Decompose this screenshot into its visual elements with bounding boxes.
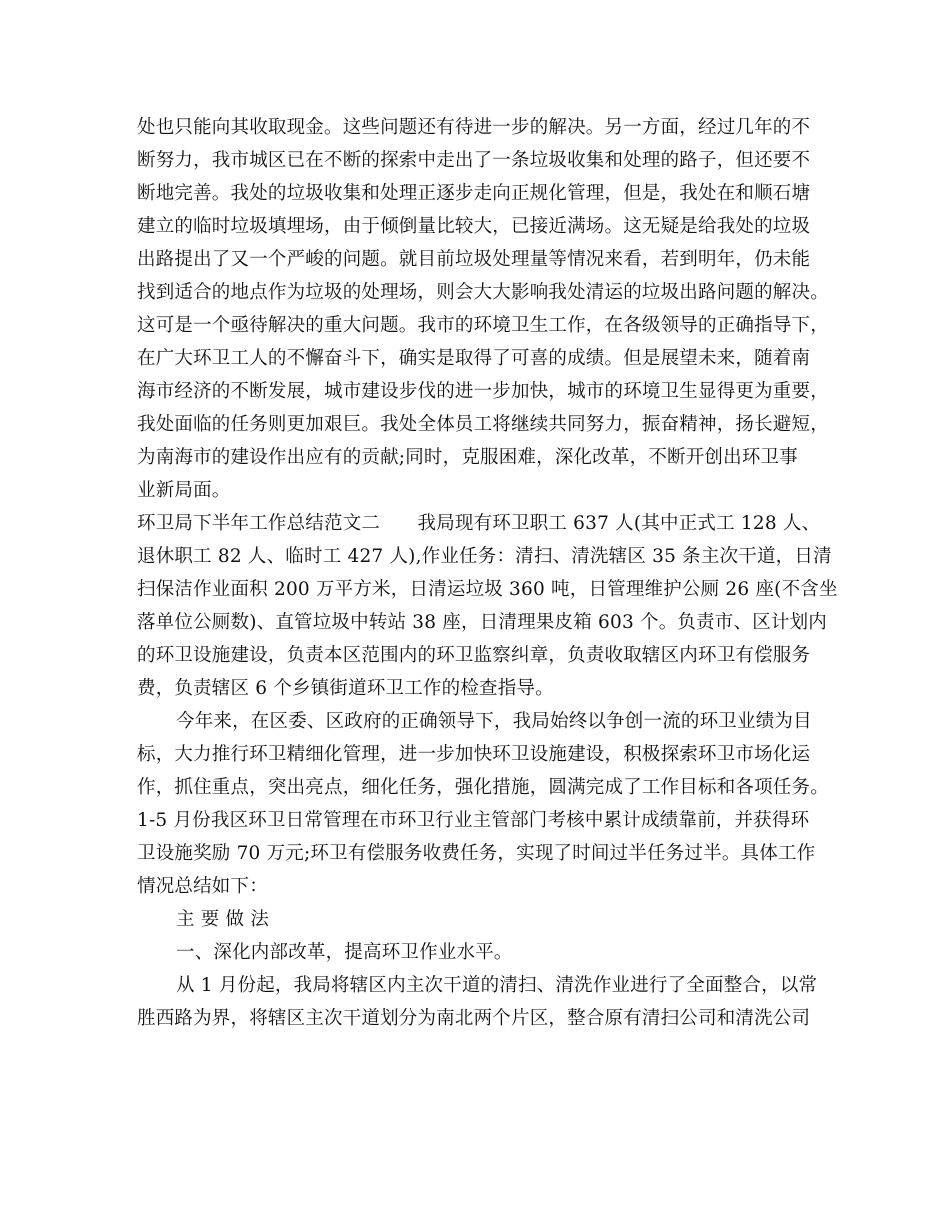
paragraph-line: 落单位公厕数)、直管垃圾中转站 38 座，日清理果皮箱 603 个。负责市、区计划内 <box>137 612 827 633</box>
paragraph-line: 作，抓住重点，突出亮点，细化任务，强化措施，圆满完成了工作目标和各项任务。 <box>137 777 829 798</box>
paragraph-line: 处也只能向其收取现金。这些问题还有待进一步的解决。另一方面，经过几年的不 <box>137 117 811 138</box>
paragraph-line: 这可是一个亟待解决的重大问题。我市的环境卫生工作，在各级领导的正确指导下， <box>137 315 829 336</box>
paragraph-line: 建立的临时垃圾填埋场，由于倾倒量比较大，已接近满场。这无疑是给我处的垃圾 <box>137 216 811 237</box>
paragraph-line: 我处面临的任务则更加艰巨。我处全体员工将继续共同努力，振奋精神，扬长避短， <box>137 414 829 435</box>
paragraph-line: 出路提出了又一个严峻的问题。就目前垃圾处理量等情况来看，若到明年，仍未能 <box>137 249 811 270</box>
paragraph-line: 情况总结如下： <box>137 876 268 897</box>
subheading: 一、深化内部改革，提高环卫作业水平。 <box>176 942 513 963</box>
paragraph-line: 的环卫设施建设，负责本区范围内的环卫监察纠章，负责收取辖区内环卫有偿服务 <box>137 645 811 666</box>
paragraph-line: 今年来，在区委、区政府的正确领导下，我局始终以争创一流的环卫业绩为目 <box>176 711 812 732</box>
subheading: 主 要 做 法 <box>176 909 270 930</box>
section-heading-line: 环卫局下半年工作总结范文二 我局现有环卫职工 637 人(其中正式工 128 人、 <box>137 513 821 534</box>
paragraph-line: 在广大环卫工人的不懈奋斗下，确实是取得了可喜的成绩。但是展望未来，随着南 <box>137 348 811 369</box>
paragraph-line: 海市经济的不断发展，城市建设步伐的进一步加快，城市的环境卫生显得更为重要， <box>137 381 829 402</box>
paragraph-line: 标，大力推行环卫精细化管理，进一步加快环卫设施建设，积极探索环卫市场化运 <box>137 744 811 765</box>
paragraph-line: 业新局面。 <box>137 480 231 501</box>
paragraph-line: 找到适合的地点作为垃圾的处理场，则会大大影响我处清运的垃圾出路问题的解决。 <box>137 282 829 303</box>
paragraph-line: 从 1 月份起，我局将辖区内主次干道的清扫、清洗作业进行了全面整合，以常 <box>176 975 818 996</box>
paragraph-line: 断地完善。我处的垃圾收集和处理正逐步走向正规化管理，但是，我处在和顺石塘 <box>137 183 811 204</box>
paragraph-line: 胜西路为界，将辖区主次干道划分为南北两个片区，整合原有清扫公司和清洗公司 <box>137 1008 811 1029</box>
paragraph-line: 断努力，我市城区已在不断的探索中走出了一条垃圾收集和处理的路子，但还要不 <box>137 150 811 171</box>
paragraph-line: 扫保洁作业面积 200 万平方米，日清运垃圾 360 吨，日管理维护公厕 26 座(不含坐 <box>137 579 838 600</box>
paragraph-line: 为南海市的建设作出应有的贡献;同时，克服困难，深化改革，不断开创出环卫事 <box>137 447 798 468</box>
paragraph-line: 退休职工 82 人、临时工 427 人),作业任务：清扫、清洗辖区 35 条主次干道，日清 <box>137 546 832 567</box>
paragraph-line: 1-5 月份我区环卫日常管理在市环卫行业主管部门考核中累计成绩靠前，并获得环 <box>137 810 810 831</box>
paragraph-line: 卫设施奖励 70 万元;环卫有偿服务收费任务，实现了时间过半任务过半。具体工作 <box>137 843 816 864</box>
paragraph-line: 费，负责辖区 6 个乡镇街道环卫工作的检查指导。 <box>137 678 554 699</box>
